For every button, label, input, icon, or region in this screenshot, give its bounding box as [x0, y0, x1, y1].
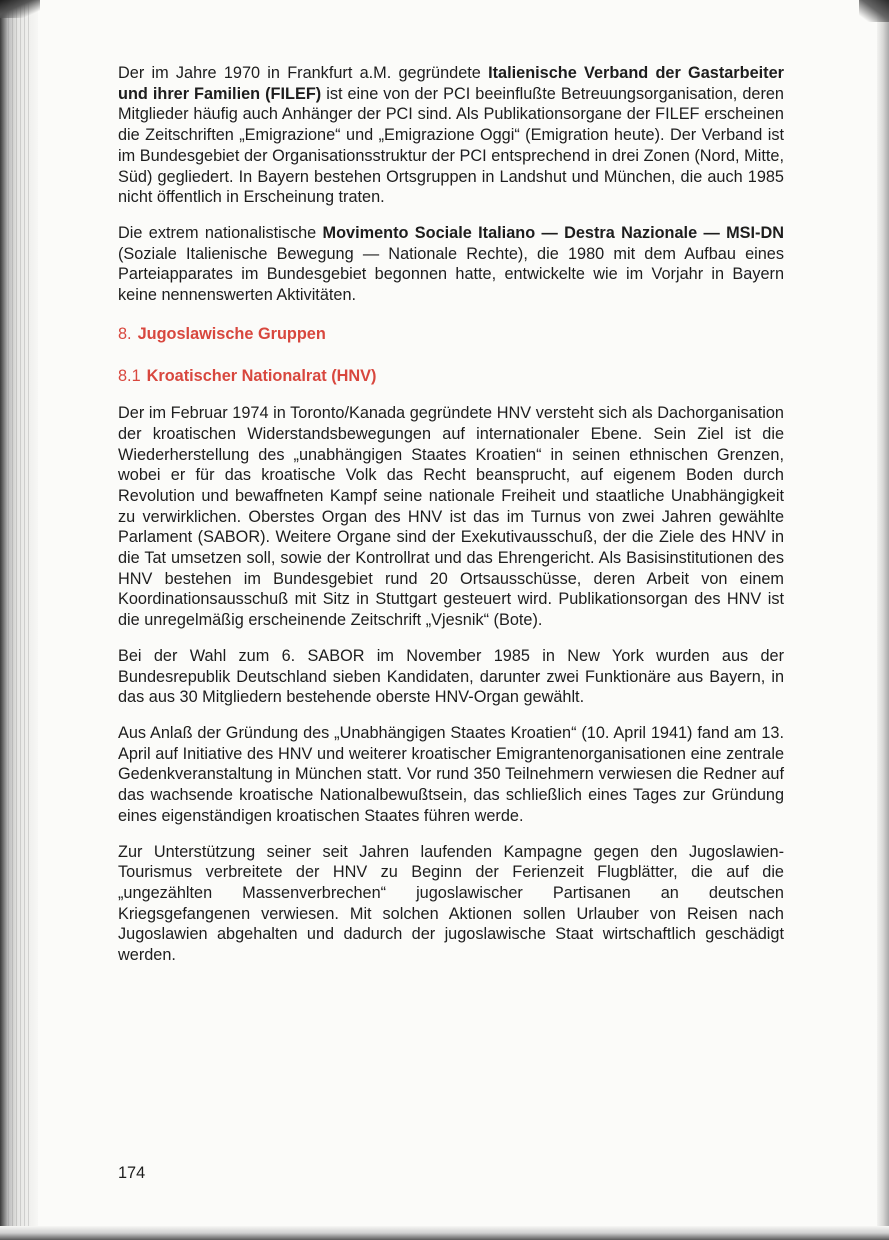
paragraph-sabor-election: Bei der Wahl zum 6. SABOR im November 1985 in New York wurden aus der Bundesrepublik Deutschland sieben Kandidaten, darunter zwei Funktionäre aus Bayern, in das aus 30 Mitgliedern bestehende oberste HNV-Organ gewählt. [118, 646, 784, 707]
section-heading [118, 324, 784, 345]
page-edge-bottom [0, 1226, 889, 1240]
page-body [118, 63, 784, 981]
paragraph-text: Die extrem nationalistische [118, 223, 323, 242]
bold-org-name: Italienische Verband der Gastarbeiter und ihrer Familien (FILEF) [118, 64, 784, 103]
page-number: 174 [118, 1164, 146, 1182]
section-number: 8. [118, 324, 132, 343]
subsection-heading [118, 366, 784, 387]
paragraph-text: ist eine von der PCI beeinflußte Betreuungsorganisation, deren Mitglieder häufig auch Anhänger der PCI sind. Als Publikationsorgane der FILEF erscheinen die Zeitschriften „Emigrazione“ und „Emigrazione Oggi“ (Emigration heute). Der Verband ist im Bundesgebiet der Organisationsstruktur der PCI entsprechend in drei Zonen (Nord, Mitte, Süd) gegliedert. In Bayern bestehen Ortsgruppen in Landshut und München, die auch 1985 nicht öffentlich in Erscheinung traten. [118, 84, 784, 207]
paragraph-hnv-intro: Der im Februar 1974 in Toronto/Kanada gegründete HNV versteht sich als Dachorganisation der kroatischen Widerstandsbewegungen auf internationaler Ebene. Sein Ziel ist die Wiederherstellung des „unabhängigen Staates Kroatien“ in seinen ethnischen Grenzen, wobei er für das kroatische Volk das Recht beansprucht, auf eigenem Boden durch Revolution und bewaffneten Kampf seine nationale Freiheit und staatliche Unabhängigkeit zu verwirklichen. Oberstes Organ des HNV ist das im Turnus von zwei Jahren gewählte Parlament (SABOR). Weitere Organe sind der Exekutivausschuß, der die Ziele des HNV in die Tat umsetzen soll, sowie der Kontrollrat und das Ehrengericht. Als Basisinstitutionen des HNV bestehen im Bundesgebiet rund 20 Ortsausschüsse, deren Arbeit von einem Koordinationsausschuß mit Sitz in Stuttgart gesteuert wird. Publikationsorgan des HNV ist die unregelmäßig erscheinende Zeitschrift „Vjesnik“ (Bote). [118, 404, 784, 630]
paragraph-msi-dn [118, 223, 784, 306]
binding-lines [8, 0, 30, 1240]
subsection-number: 8.1 [118, 367, 141, 386]
paragraph-campaign: Zur Unterstützung seiner seit Jahren laufenden Kampagne gegen den Jugoslawien-Tourismus verbreitete der HNV zu Beginn der Ferienzeit Flugblätter, die auf die „ungezählten Massenverbrechen“ jugoslawischer Partisanen an deutschen Kriegsgefangenen verwiesen. Mit solchen Aktionen sollen Urlauber von Reisen nach Jugoslawien abgehalten und dadurch der jugoslawische Staat wirtschaftlich geschädigt werden. [118, 842, 784, 965]
paragraph-text: Der im Jahre 1970 in Frankfurt a.M. gegründete [118, 64, 489, 82]
page-edge-right [877, 0, 889, 1240]
paragraph-filef [118, 63, 784, 208]
bold-org-name: Movimento Sociale Italiano — Destra Nazionale — MSI-DN [322, 223, 784, 242]
subsection-title: Kroatischer Nationalrat (HNV) [146, 367, 377, 386]
paragraph-commemoration: Aus Anlaß der Gründung des „Unabhängigen Staates Kroatien“ (10. April 1941) fand am 13. April auf Initiative des HNV und weiterer kroatischer Emigrantenorganisationen eine zentrale Gedenkveranstaltung in München statt. Vor rund 350 Teilnehmern verwiesen die Redner auf das wachsende kroatische Nationalbewußtsein, das schließlich eines Tages zur Gründung eines eigenständigen kroatischen Staates führen werde. [118, 723, 784, 825]
scan-corner-top-left [0, 0, 40, 18]
section-title: Jugoslawische Gruppen [137, 324, 326, 343]
paragraph-text: (Soziale Italienische Bewegung — Nationale Rechte), die 1980 mit dem Aufbau eines Parteiapparates im Bundesgebiet begonnen hatte, entwickelte wie im Vorjahr in Bayern keine nennenswerten Aktivitäten. [118, 244, 784, 305]
scan-corner-top-right [859, 0, 889, 22]
